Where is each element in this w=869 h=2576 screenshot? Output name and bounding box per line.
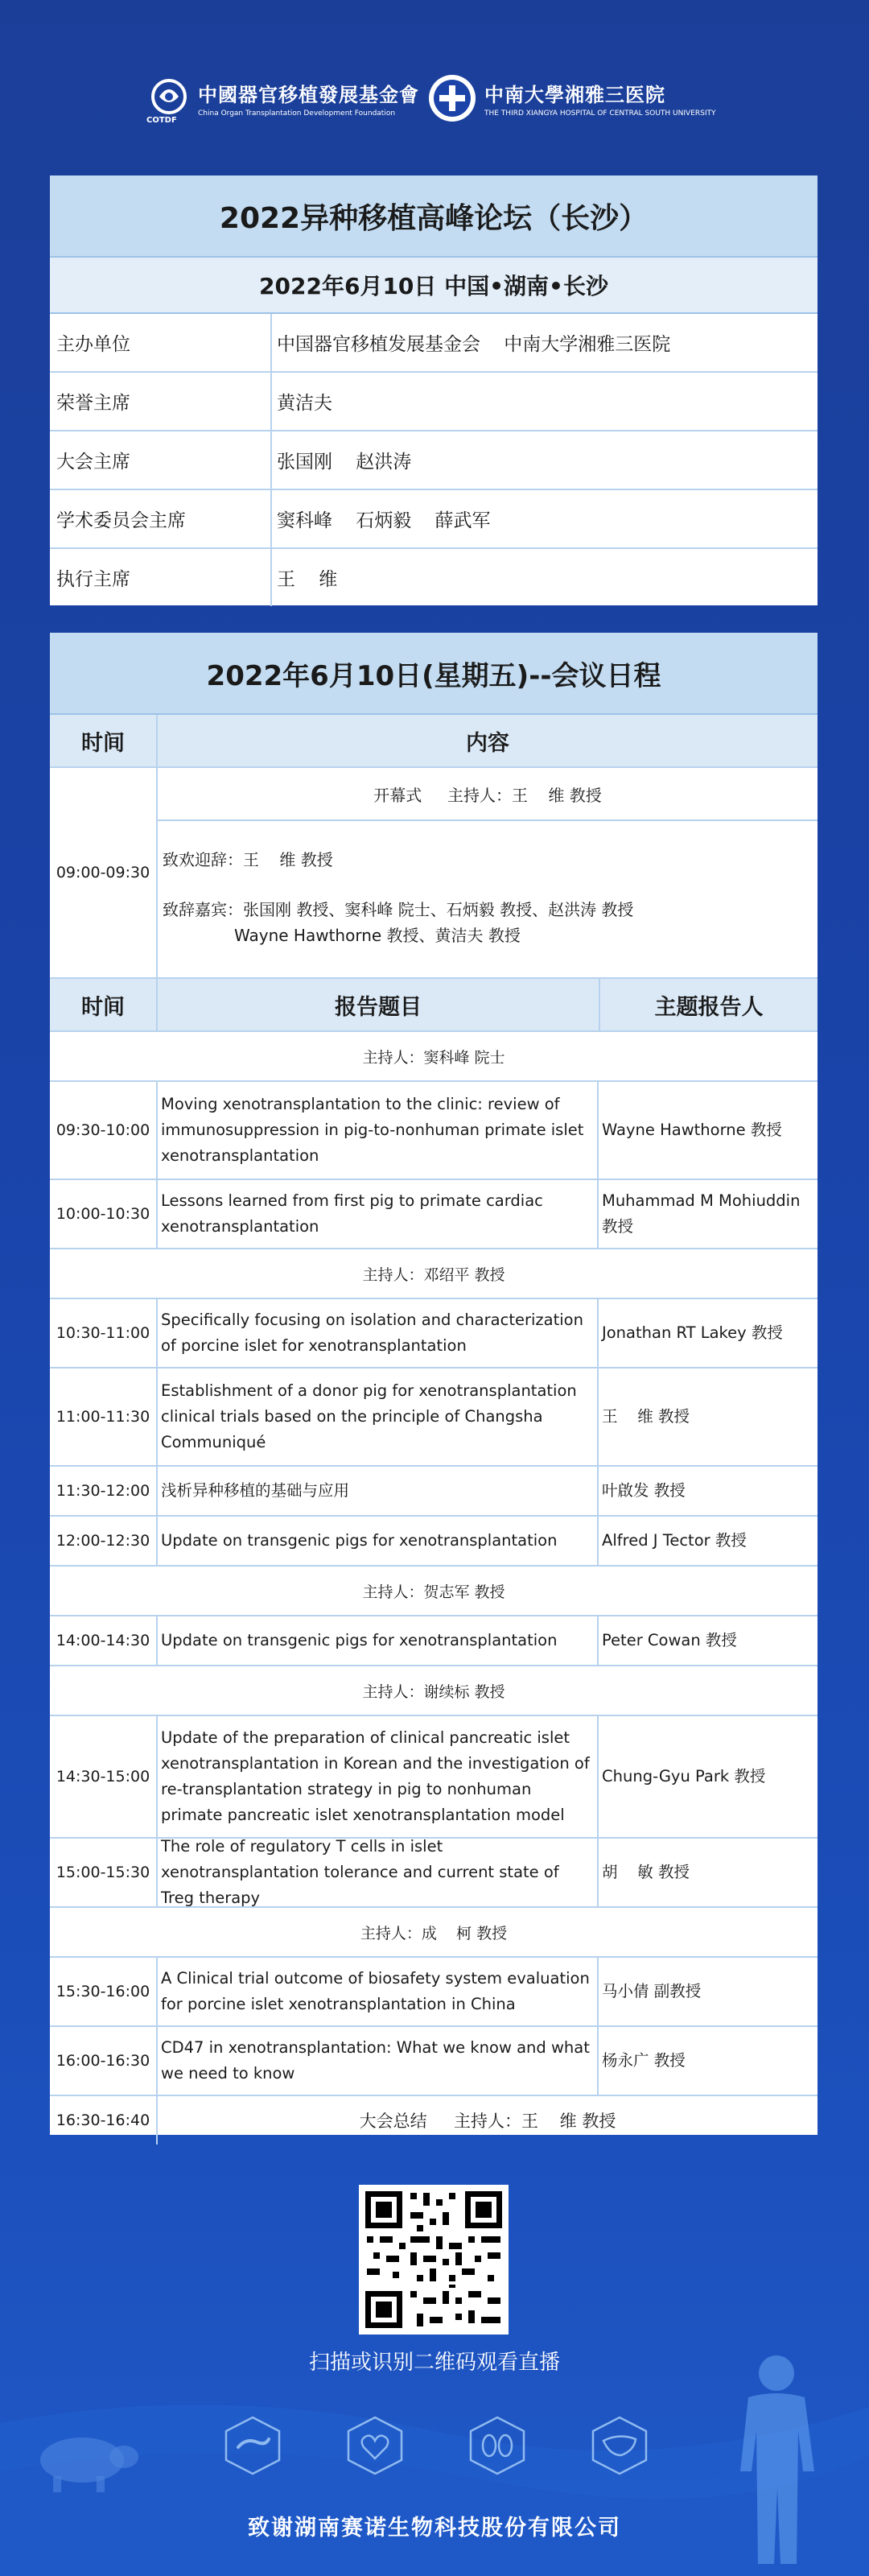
table-row <box>50 1839 818 1908</box>
table-row <box>50 1616 818 1666</box>
table-row <box>50 1467 818 1517</box>
talk-speaker: 胡 敏 教授 <box>602 1863 690 1881</box>
livestream-qr-code[interactable] <box>359 2185 509 2334</box>
talk-speaker: 王 维 教授 <box>602 1407 690 1426</box>
info-row-congress-chair <box>50 431 818 490</box>
header-topic: 报告题目 <box>158 979 600 1030</box>
header-content: 内容 <box>466 730 509 756</box>
info-row-executive-chair <box>50 549 818 606</box>
xiangya-emblem-icon <box>426 72 478 124</box>
guest-speakers-line1: 致辞嘉宾：张国刚 教授、窦科峰 院士、石炳毅 教授、赵洪涛 教授 <box>163 900 634 919</box>
liver-icon <box>589 2415 650 2476</box>
info-row-organizer <box>50 314 818 373</box>
header-logos <box>0 69 869 127</box>
xiangya-name-en: THE THIRD XIANGYA HOSPITAL OF CENTRAL SOUTH UNIVERSITY <box>484 109 716 118</box>
session-host: 主持人：窦科峰 院士 <box>50 1032 818 1082</box>
info-label: 执行主席 <box>50 549 272 606</box>
talk-speaker: 叶啟发 教授 <box>602 1481 686 1500</box>
cotdf-emblem-icon <box>146 76 192 121</box>
kidney-icon <box>467 2415 528 2476</box>
talk-time: 09:30-10:00 <box>50 1082 158 1179</box>
header-time: 时间 <box>50 715 158 766</box>
session-host: 主持人：成 柯 教授 <box>50 1908 818 1958</box>
cotdf-name-en: China Organ Transplantation Development Foundation <box>198 109 396 118</box>
info-value: 窦科峰 石炳毅 薛武军 <box>277 510 491 531</box>
closing-session <box>50 2096 818 2145</box>
closing-summary: 大会总结 主持人：王 维 教授 <box>359 2112 616 2131</box>
xiangya-name-cn: 中南大學湘雅三医院 <box>484 84 665 106</box>
opening-session <box>50 768 818 979</box>
info-label: 主办单位 <box>50 314 272 371</box>
talk-time: 15:30-16:00 <box>50 1958 158 2025</box>
heart-icon <box>344 2415 406 2476</box>
table-row <box>50 1958 818 2027</box>
talk-topic: Update on transgenic pigs for xenotransplantation <box>158 1616 599 1665</box>
talk-speaker: Chung-Gyu Park 教授 <box>602 1767 766 1785</box>
guest-speakers-line2: Wayne Hawthorne 教授、黄洁夫 教授 <box>163 926 521 945</box>
talk-topic: Update on transgenic pigs for xenotransplantation <box>158 1517 599 1565</box>
talk-time: 16:00-16:30 <box>50 2027 158 2095</box>
talk-topic: 浅析异种移植的基础与应用 <box>158 1467 599 1515</box>
talk-speaker: 马小倩 副教授 <box>602 1982 702 2000</box>
talk-time: 11:30-12:00 <box>50 1467 158 1515</box>
forum-title: 2022异种移植高峰论坛（长沙） <box>50 175 818 258</box>
info-value: 张国刚 赵洪涛 <box>277 452 412 473</box>
table-row <box>50 1180 818 1249</box>
schedule-title: 2022年6月10日(星期五)--会议日程 <box>50 633 818 715</box>
talk-speaker: Alfred J Tector 教授 <box>602 1531 747 1550</box>
info-value: 中国器官移植发展基金会 中南大学湘雅三医院 <box>277 334 671 355</box>
info-row-honorary-chair <box>50 373 818 431</box>
info-value: 王 维 <box>277 569 338 590</box>
info-value: 黄洁夫 <box>277 393 332 414</box>
talk-time: 14:00-14:30 <box>50 1616 158 1665</box>
welcome-speech: 致欢迎辞：王 维 教授 <box>163 850 333 869</box>
pancreas-icon <box>222 2415 283 2476</box>
session-host: 主持人：邓绍平 教授 <box>50 1249 818 1299</box>
talk-time: 15:00-15:30 <box>50 1839 158 1906</box>
header-time: 时间 <box>50 979 158 1030</box>
cotdf-logo <box>146 69 419 127</box>
talk-time: 10:30-11:00 <box>50 1299 158 1367</box>
talk-time: 10:00-10:30 <box>50 1180 158 1248</box>
talk-speaker: Wayne Hawthorne 教授 <box>602 1121 782 1139</box>
schedule-panel <box>50 633 818 2135</box>
forum-date-location: 2022年6月10日 中国•湖南•长沙 <box>50 258 818 314</box>
talk-speaker: Peter Cowan 教授 <box>602 1631 737 1649</box>
talk-topic: A Clinical trial outcome of biosafety system evaluation for porcine islet xenotransplantation in China <box>158 1958 599 2025</box>
xiangya-logo <box>426 69 716 127</box>
header-speaker: 主题报告人 <box>654 994 764 1020</box>
sponsor-acknowledgement: 致谢湖南赛诺生物科技股份有限公司 <box>248 2516 621 2541</box>
talk-speaker: Muhammad M Mohiuddin 教授 <box>602 1191 801 1236</box>
talk-topic: The role of regulatory T cells in islet xenotransplantation tolerance and current state of Treg therapy <box>158 1839 599 1906</box>
table-row <box>50 2027 818 2096</box>
table-row <box>50 1716 818 1839</box>
talk-topic: Moving xenotransplantation to the clinic: review of immunosuppression in pig-to-nonhuman primate islet xenotransplantation <box>158 1082 599 1179</box>
table-row <box>50 1368 818 1467</box>
talk-time: 14:30-15:00 <box>50 1716 158 1837</box>
talk-time: 12:00-12:30 <box>50 1517 158 1565</box>
organ-icons <box>0 2415 869 2487</box>
schedule-header-row <box>50 715 818 768</box>
table-row <box>50 1517 818 1567</box>
talk-speaker: Jonathan RT Lakey 教授 <box>602 1323 783 1342</box>
talk-topic: Specifically focusing on isolation and characterization of porcine islet for xenotransplantation <box>158 1299 599 1367</box>
session-host: 主持人：贺志军 教授 <box>50 1567 818 1616</box>
info-label: 荣誉主席 <box>50 373 272 430</box>
info-row-academic-chair <box>50 490 818 549</box>
table-row <box>50 1299 818 1368</box>
talk-topic: Lessons learned from first pig to primate cardiac xenotransplantation <box>158 1180 599 1248</box>
opening-ceremony: 开幕式 主持人：王 维 教授 <box>158 768 818 821</box>
talks-header-row <box>50 979 818 1032</box>
scan-instruction: 扫描或识别二维码观看直播 <box>308 2351 560 2375</box>
opening-time: 09:00-09:30 <box>50 768 158 977</box>
info-label: 大会主席 <box>50 431 272 489</box>
table-row <box>50 1082 818 1180</box>
session-host: 主持人：谢续标 教授 <box>50 1666 818 1716</box>
closing-time: 16:30-16:40 <box>50 2096 158 2145</box>
talk-topic: CD47 in xenotransplantation: What we know and what we need to know <box>158 2027 599 2095</box>
cotdf-abbr: COTDF <box>146 116 177 125</box>
talk-topic: Update of the preparation of clinical pancreatic islet xenotransplantation in Korean and the investigation of re-transplantation strategy in pig to nonhuman primate pancreatic islet xenotransplantation model <box>158 1716 599 1837</box>
forum-info-panel <box>50 175 818 605</box>
talk-topic: Establishment of a donor pig for xenotransplantation clinical trials based on the principle of Changsha Communiqué <box>158 1368 599 1465</box>
talk-time: 11:00-11:30 <box>50 1368 158 1465</box>
talk-speaker: 杨永广 教授 <box>602 2051 686 2070</box>
cotdf-name-cn: 中國器官移植發展基金會 <box>198 84 419 106</box>
info-label: 学术委员会主席 <box>50 490 272 547</box>
